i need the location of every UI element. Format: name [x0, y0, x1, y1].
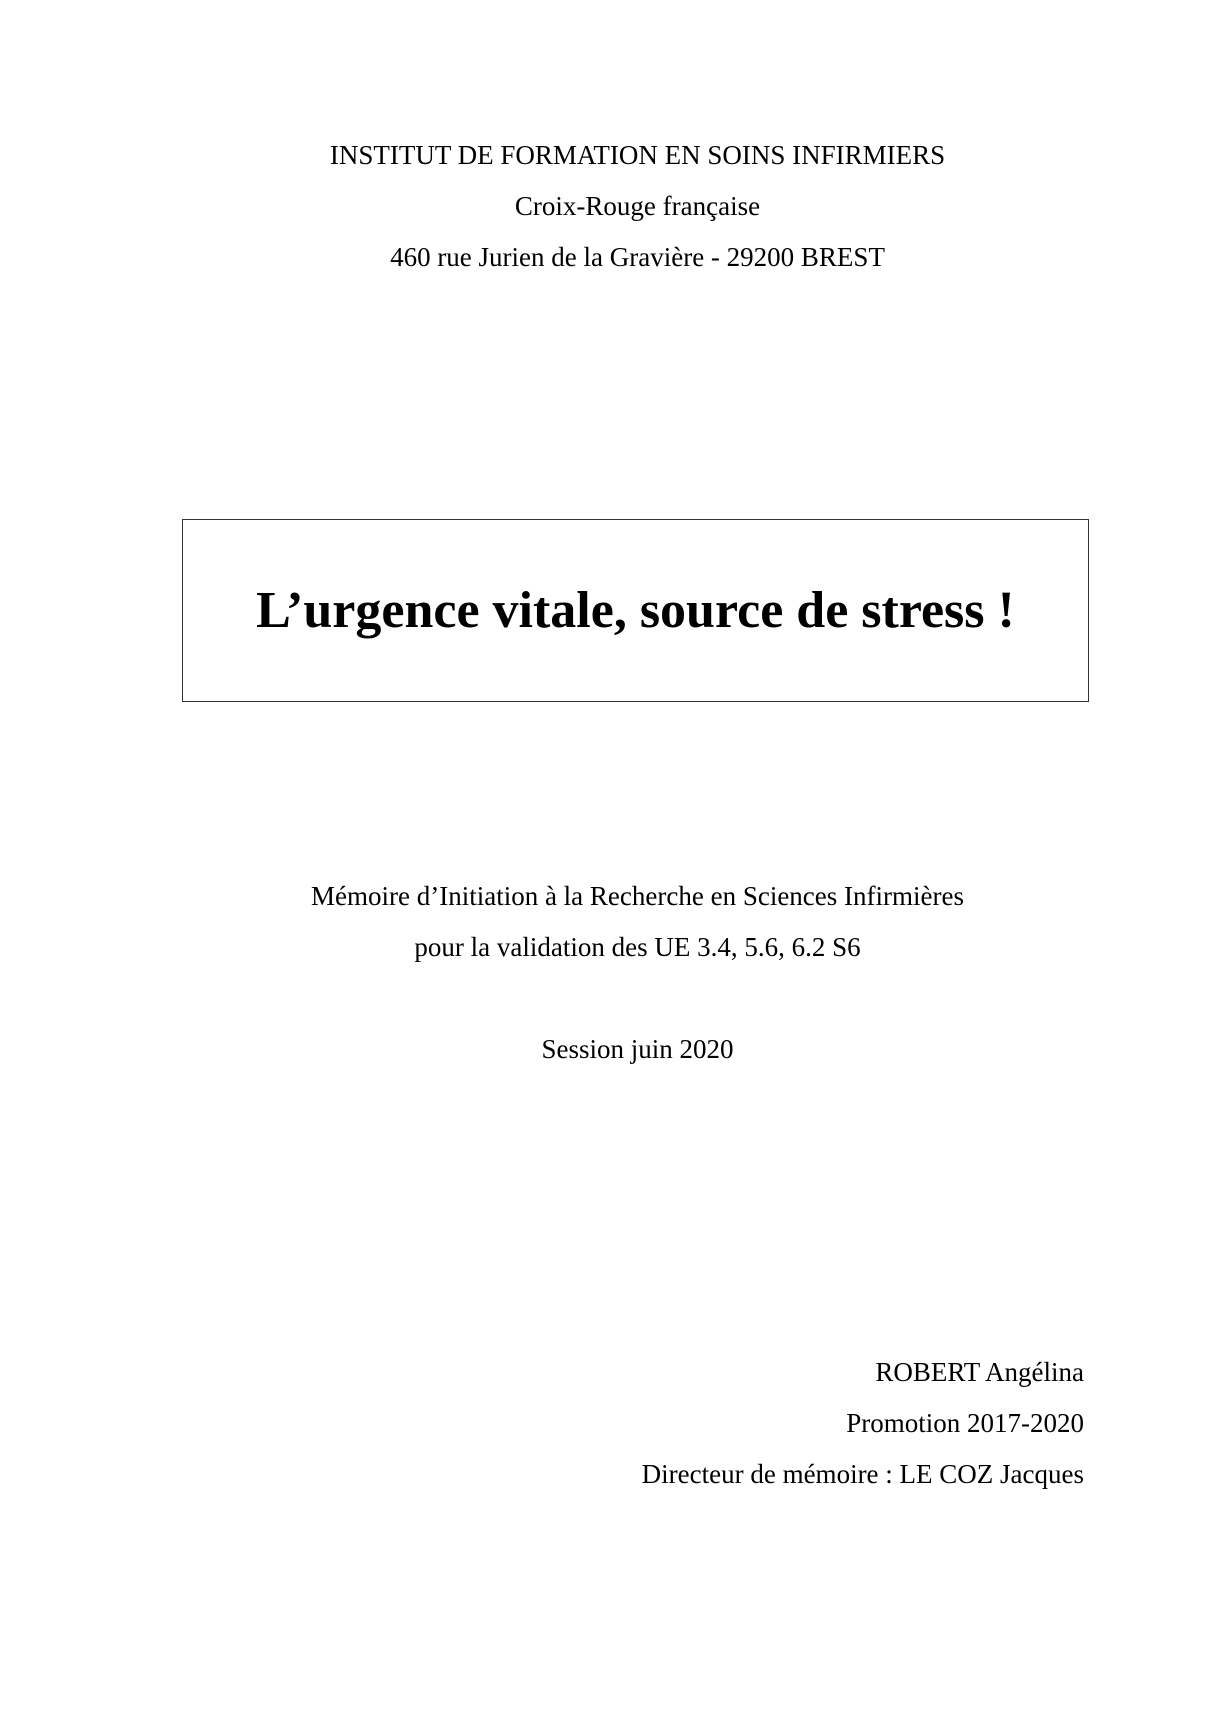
memoire-line-1: Mémoire d’Initiation à la Recherche en Sciences Infirmières: [311, 881, 964, 911]
thesis-director: Directeur de mémoire : LE COZ Jacques: [641, 1459, 1084, 1489]
author-block: [642, 1347, 1084, 1500]
organization-name: Croix-Rouge française: [514, 191, 761, 221]
institution-header: [0, 130, 1222, 283]
memoire-line-2: pour la validation des UE 3.4, 5.6, 6.2 S6: [414, 932, 861, 962]
memoire-description: [0, 871, 1222, 973]
title-box: [182, 519, 1089, 702]
author-promotion: Promotion 2017-2020: [846, 1408, 1084, 1438]
document-title: L’urgence vitale, source de stress !: [256, 582, 1015, 639]
session-date: Session juin 2020: [541, 1034, 734, 1064]
institute-address: 460 rue Jurien de la Gravière - 29200 BREST: [390, 242, 885, 272]
institute-name: INSTITUT DE FORMATION EN SOINS INFIRMIERS: [329, 140, 946, 170]
author-name: ROBERT Angélina: [875, 1357, 1084, 1387]
